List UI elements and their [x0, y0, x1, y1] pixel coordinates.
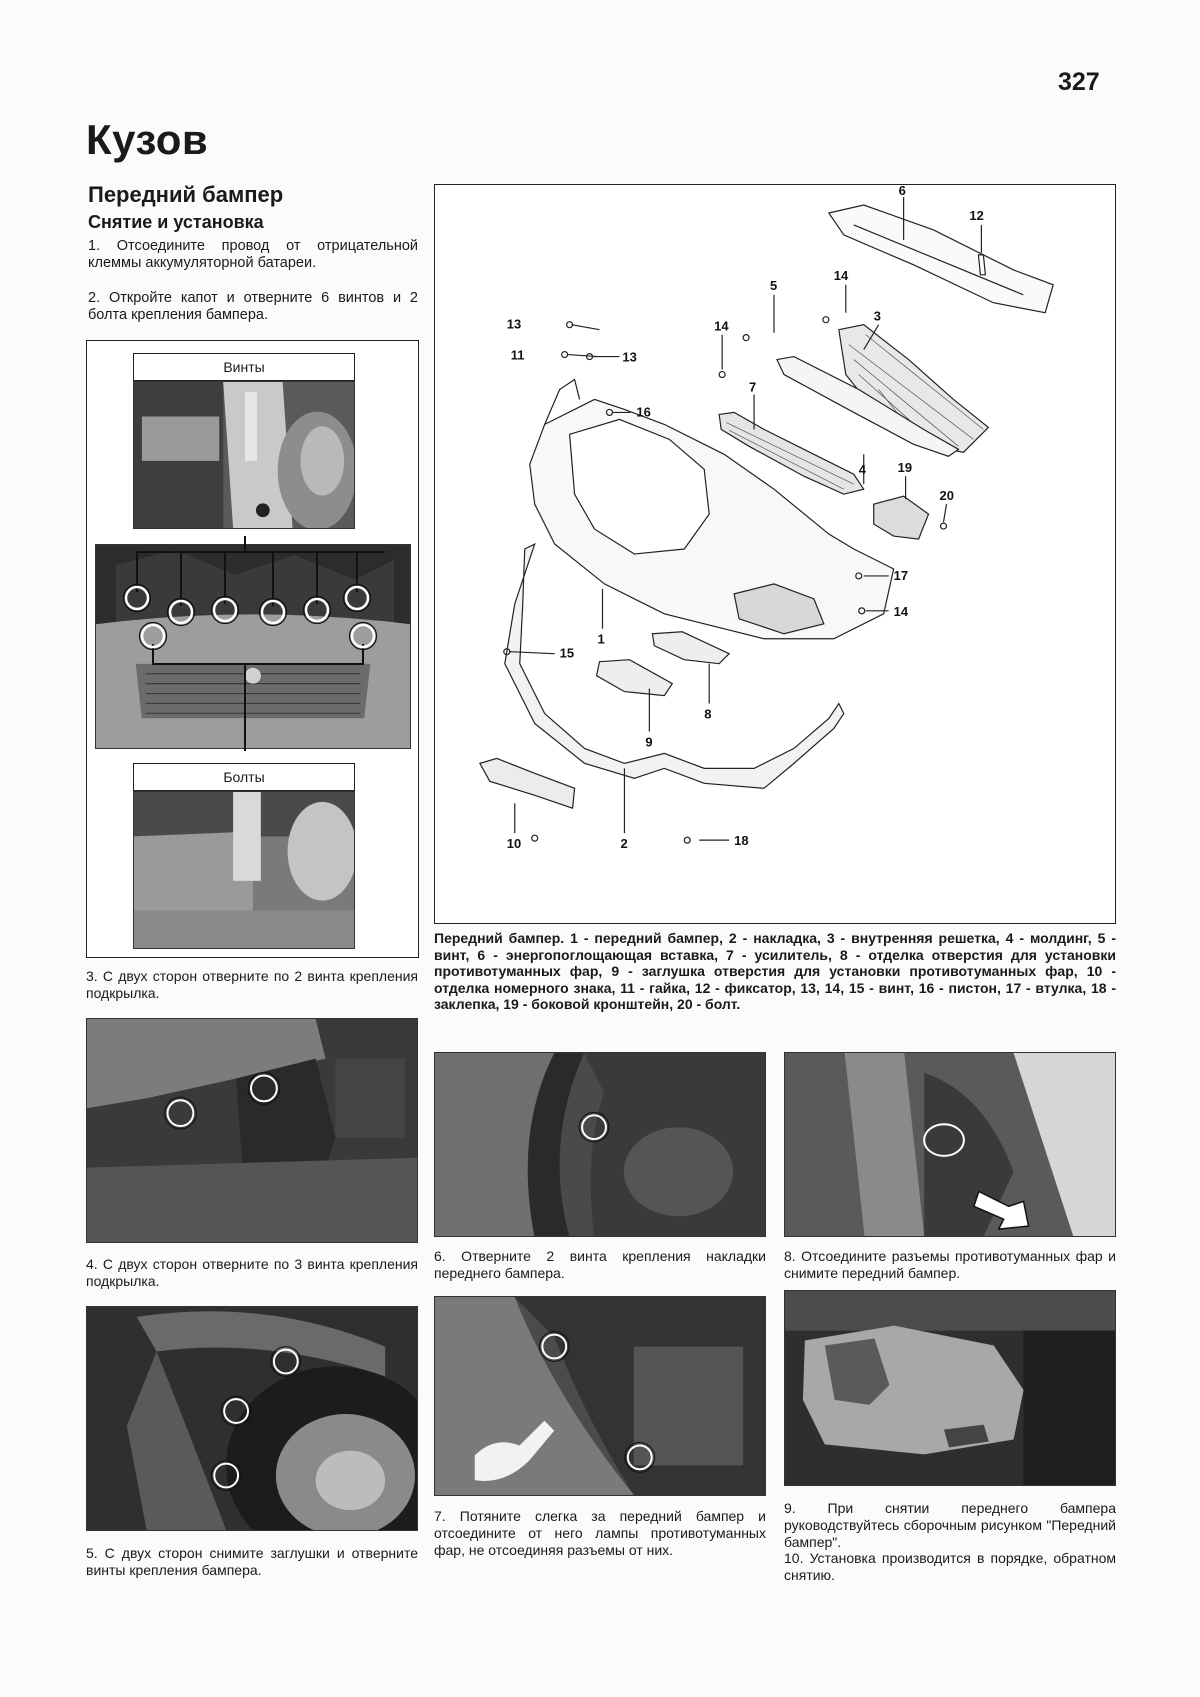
callout-10: 10 — [506, 836, 522, 852]
callout-19: 19 — [897, 460, 913, 476]
step-9-text: 9. При снятии переднего бампера руководствуйтесь сборочным рисунком "Передний бампер". — [784, 1500, 1116, 1550]
callout-13-a: 13 — [506, 316, 522, 332]
callout-14-top: 14 — [833, 267, 849, 283]
diagram-caption: Передний бампер. 1 - передний бампер, 2 - накладка, 3 - внутренняя решетка, 4 - молдинг, 5 - винт, 6 - энергопоглощающая вставка, 7 - усилитель, 8 - отделка отверстия для установки противотуманных фар, 9 - заглушка отверстия для установки противотуманных фар, 10 - отделка номерного знака, 11 - гайка, 12 - фиксатор, 13, 14, 15 - винт, 16 - пистон, 17 - втулка, 18 - заклепка, 19 - боковой кронштейн, 20 - болт. — [434, 930, 1116, 1012]
subsection-title: Передний бампер — [88, 182, 284, 207]
step-10-text: 10. Установка производится в порядке, обратном снятию. — [784, 1550, 1116, 1583]
callout-6: 6 — [898, 185, 906, 199]
step-1-text: 1. Отсоедините провод от отрицательной клеммы аккумуляторной батареи. — [88, 238, 418, 271]
callout-18: 18 — [734, 833, 749, 849]
callout-17: 17 — [893, 567, 909, 583]
step-7-text: 7. Потяните слегка за передний бампер и отсоедините от него лампы противотуманных фар, не отсоединяя разъемы от них. — [434, 1508, 766, 1558]
hood-fastener-figure — [86, 340, 419, 958]
callout-8: 8 — [704, 706, 712, 722]
bolts-label: Болты — [133, 763, 355, 791]
step-3-photo — [86, 1018, 418, 1243]
callout-20: 20 — [939, 488, 954, 504]
callout-5: 5 — [770, 277, 778, 293]
callout-14-mid: 14 — [714, 318, 729, 334]
callout-1: 1 — [597, 631, 605, 647]
step-4-text: 4. С двух сторон отверните по 3 винта крепления подкрылка. — [86, 1256, 418, 1289]
step-4-photo — [86, 1306, 418, 1531]
callout-15: 15 — [559, 645, 575, 661]
callout-13-b: 13 — [622, 349, 637, 365]
step-2-text: 2. Откройте капот и отверните 6 винтов и 2 болта крепления бампера. — [88, 290, 418, 323]
step-9-photo — [784, 1290, 1116, 1486]
bolts-detail-photo — [133, 791, 355, 949]
exploded-bumper-diagram — [434, 184, 1116, 924]
step-7-photo — [434, 1296, 766, 1496]
callout-14-bottom: 14 — [893, 603, 909, 619]
step-8-photo — [784, 1052, 1116, 1237]
callout-11: 11 — [510, 347, 525, 363]
screws-detail-photo — [133, 381, 355, 529]
callout-7: 7 — [749, 379, 757, 395]
step-5-text: 5. С двух сторон снимите заглушки и отверните винты крепления бампера. — [86, 1545, 418, 1578]
step-6-photo — [434, 1052, 766, 1237]
fastener-markers — [95, 536, 411, 751]
callout-3: 3 — [873, 308, 881, 324]
callout-9: 9 — [645, 734, 653, 750]
step-6-text: 6. Отверните 2 винта крепления накладки переднего бампера. — [434, 1248, 766, 1281]
callout-12: 12 — [969, 207, 984, 223]
callout-16: 16 — [636, 404, 651, 420]
screws-label: Винты — [133, 353, 355, 381]
step-8-text: 8. Отсоедините разъемы противотуманных фар и снимите передний бампер. — [784, 1248, 1116, 1281]
step-3-text: 3. С двух сторон отверните по 2 винта крепления подкрылка. — [86, 968, 418, 1001]
procedure-title: Снятие и установка — [88, 212, 264, 232]
page-number: 327 — [1058, 68, 1100, 96]
callout-2: 2 — [620, 836, 628, 852]
section-title: Кузов — [86, 116, 209, 163]
callout-4: 4 — [858, 462, 866, 478]
